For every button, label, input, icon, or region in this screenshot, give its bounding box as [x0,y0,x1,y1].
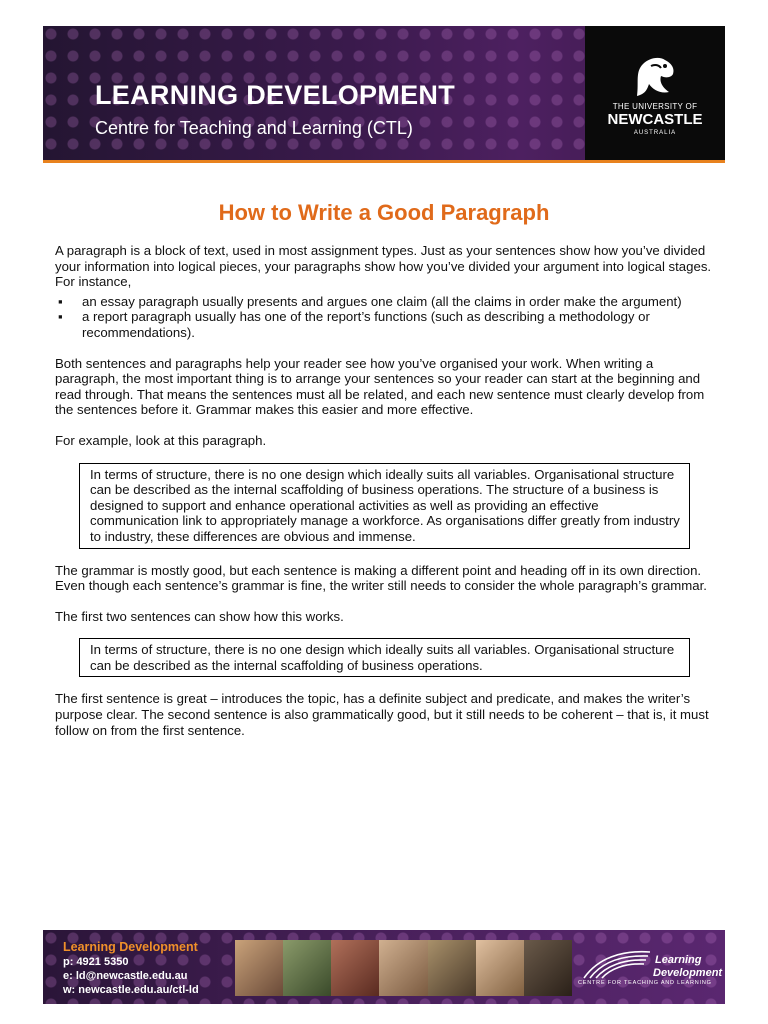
university-country: AUSTRALIA [633,130,677,136]
body-paragraph-3: For example, look at this paragraph. [55,432,267,448]
university-name: NEWCASTLE [607,111,703,128]
footer-logo-line3: CENTRE FOR TEACHING AND LEARNING [578,980,712,986]
footer-email: e: ld@newcastle.edu.au [63,970,188,982]
footer-logo-line1: Learning [655,954,702,966]
footer-photo-strip [235,940,572,996]
list-item [55,294,715,310]
footer-photo [524,940,572,996]
list-item [55,309,715,340]
bullet-list [55,294,715,341]
bullet-text: a report paragraph usually has one of the report’s functions (such as describing a methodology or recommendations). [82,309,650,340]
footer-web: w: newcastle.edu.au/ctl-ld [63,984,199,996]
document-body [55,243,715,738]
footer-photo [331,940,379,996]
footer-photo [428,940,476,996]
bullet-marker: ▪ [58,309,63,325]
body-paragraph-6: The first sentence is great – introduces the topic, has a definite subject and predicate, and makes the writer’s purpose clear. The second sentence is also grammatically good, but it still needs to be coherent – that is, it must follow on from the first sentence. [55,691,709,738]
body-paragraph-4: The grammar is mostly good, but each sentence is making a different point and heading off in its own direction. Even though each sentence’s grammar is fine, the writer still needs to consider the whole paragraph’s grammar. [55,562,707,594]
bullet-marker: ▪ [58,293,63,309]
footer-photo [476,940,524,996]
header-banner [43,26,725,163]
intro-paragraph: A paragraph is a block of text, used in most assignment types. Just as your sentences show how you’ve divided your information into logical pieces, your paragraphs show how you’ve divided your argument into logical stages. For instance, [55,243,712,290]
footer-phone: p: 4921 5350 [63,956,129,968]
document-title: How to Write a Good Paragraph [218,200,550,225]
example-box-1: In terms of structure, there is no one design which ideally suits all variables. Organisational structure can be described as the internal scaffolding of business operations. The structure of a business is designed to support and enhance operational activities as well as providing an effective communication link to appropriately manage a workforce. As organisations differ greatly from industry to industry, these differences are obvious and immense. [79,463,690,549]
footer-photo [283,940,331,996]
footer-banner [43,930,725,1004]
footer-logo-line2: Development [653,967,723,979]
footer-photo [235,940,283,996]
body-paragraph-5: The first two sentences can show how this works. [55,608,344,624]
example-box-2: In terms of structure, there is no one design which ideally suits all variables. Organisational structure can be described as the internal scaffolding of business operations. [79,638,690,677]
university-crest-icon [629,52,681,100]
header-subtitle: Centre for Teaching and Learning (CTL) [95,118,413,138]
bullet-text: an essay paragraph usually presents and argues one claim (all the claims in order make the argument) [82,293,682,309]
footer-photo [379,940,427,996]
body-paragraph-2: Both sentences and paragraphs help your reader see how you’ve organised your work. When writing a paragraph, the most important thing is to arrange your sentences so your reader can start at the beginning and read through. That means the sentences must all be related, and each new sentence must clearly develop from the sentences before it. Grammar makes this easier and more effective. [55,355,705,418]
university-logo-panel [585,26,725,160]
footer-title: Learning Development [63,940,198,954]
university-line1: THE UNIVERSITY OF [612,102,698,111]
header-title: LEARNING DEVELOPMENT [95,80,456,110]
